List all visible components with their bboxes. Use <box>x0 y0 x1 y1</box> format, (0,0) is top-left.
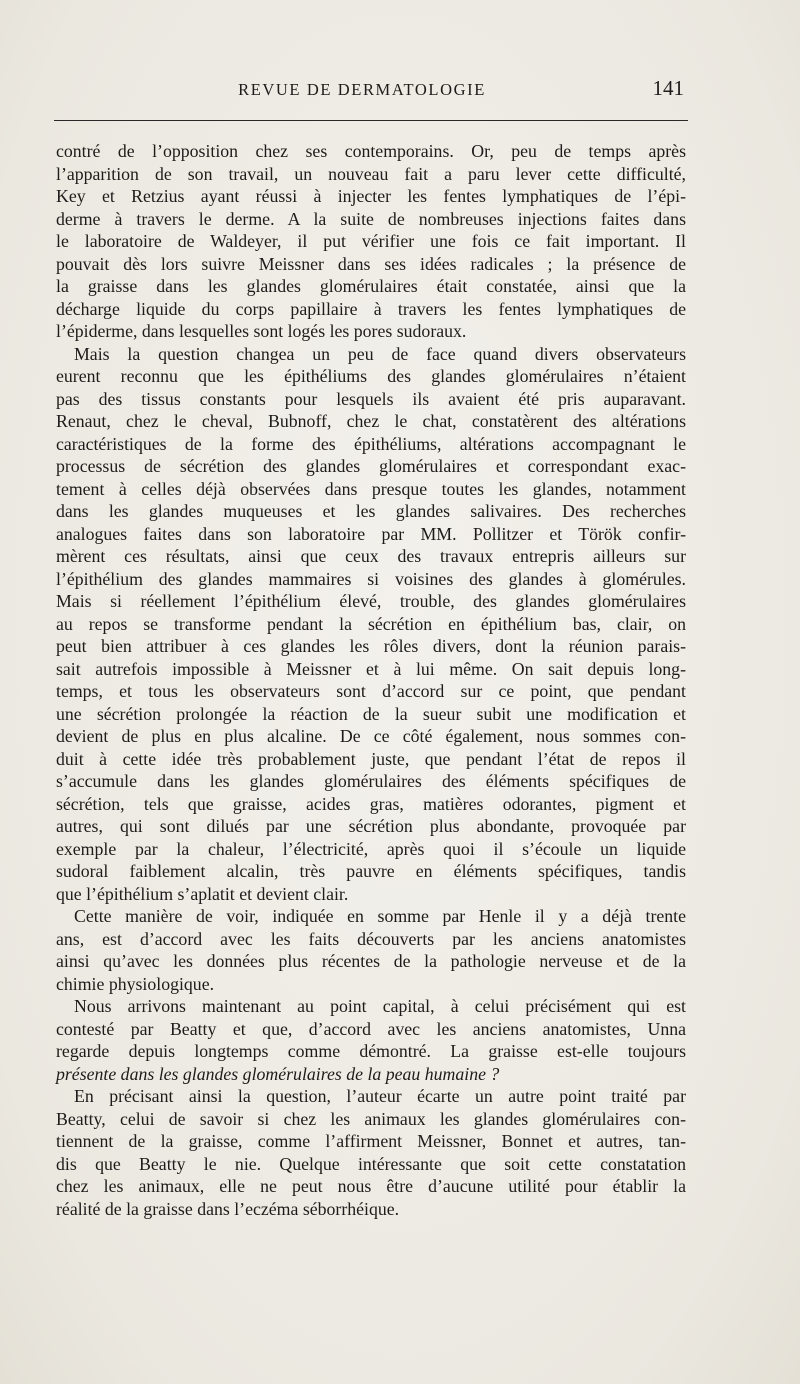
text-line: mèrent ces résultats, ainsi que ceux des travaux entrepris ailleurs sur <box>56 546 686 566</box>
text-line: exemple par la chaleur, l’électricité, après quoi il s’écoule un liquide <box>56 838 686 859</box>
text-line: une sécrétion prolongée la réaction de la sueur subit une modification et <box>56 703 686 724</box>
text-line: l’épiderme, dans lesquelles sont logés les pores sudoraux. <box>56 321 467 341</box>
text-line: eurent reconnu que les épithéliums des glandes glomérulaires n’étaient <box>56 366 686 386</box>
text-line: contré de l’opposition chez ses contemporains. Or, peu de temps après <box>56 141 686 161</box>
text-line: sudoral faiblement alcalin, très pauvre en éléments spécifiques, tandis <box>56 861 686 881</box>
text-line: Beatty, celui de savoir si chez les animaux les glandes glomérulaires con- <box>56 1108 686 1129</box>
text-line: derme à travers le derme. A la suite de nombreuses injections faites dans <box>56 208 686 229</box>
text-line: sait autrefois impossible à Meissner et à lui même. On sait depuis long- <box>56 658 686 679</box>
text-line: peut bien attribuer à ces glandes les rôles divers, dont la réunion parais- <box>56 636 686 656</box>
text-line: présente dans les glandes glomérulaires de la peau humaine ? <box>56 1063 500 1084</box>
text-line: sécrétion, tels que graisse, acides gras, matières odorantes, pigment et <box>56 793 686 814</box>
text-line: temps, et tous les observateurs sont d’accord sur ce point, que pendant <box>56 681 686 701</box>
text-line: le laboratoire de Waldeyer, il put vérifier une fois ce fait important. Il <box>56 231 686 251</box>
text-line: Mais la question changea un peu de face quand divers observateurs <box>74 343 686 364</box>
text-line: caractéristiques de la forme des épithéliums, altérations accompagnant le <box>56 433 686 454</box>
text-line: processus de sécrétion des glandes glomérulaires et correspondant exac- <box>56 456 686 476</box>
text-line: l’épithélium des glandes mammaires si voisines des glandes à glomérules. <box>56 568 686 589</box>
text-line: analogues faites dans son laboratoire par MM. Pollitzer et Török confir- <box>56 523 686 544</box>
text-line: ans, est d’accord avec les faits découverts par les anciens anatomistes <box>56 928 686 949</box>
text-line: devient de plus en plus alcaline. De ce côté également, nous sommes con- <box>56 726 686 746</box>
text-line: ainsi qu’avec les données plus récentes de la pathologie nerveuse et de la <box>56 951 686 971</box>
text-line: contesté par Beatty et que, d’accord avec les anciens anatomistes, Unna <box>56 1018 686 1039</box>
text-line: pouvait dès lors suivre Meissner dans ses idées radicales ; la présence de <box>56 253 686 274</box>
text-line: Key et Retzius ayant réussi à injecter les fentes lymphatiques de l’épi- <box>56 186 686 206</box>
text-line: Cette manière de voir, indiquée en somme par Henle il y a déjà trente <box>74 906 686 926</box>
text-line: tement à celles déjà observées dans presque toutes les glandes, notamment <box>56 478 686 499</box>
text-line: Renaut, chez le cheval, Bubnoff, chez le chat, constatèrent des altérations <box>56 411 686 431</box>
text-line: chez les animaux, elle ne peut nous être d’aucune utilité pour établir la <box>56 1176 686 1196</box>
text-line: En précisant ainsi la question, l’auteur écarte un autre point traité par <box>74 1086 686 1106</box>
text-line: dis que Beatty le nie. Quelque intéressante que soit cette constatation <box>56 1153 686 1174</box>
text-line: duit à cette idée très probablement juste, que pendant l’état de repos il <box>56 748 686 769</box>
text-line: l’apparition de son travail, un nouveau fait a paru lever cette difficulté, <box>56 163 686 184</box>
text-line: que l’épithélium s’aplatit et devient clair. <box>56 883 349 904</box>
text-line: dans les glandes muqueuses et les glandes salivaires. Des recherches <box>56 501 686 521</box>
text-line: décharge liquide du corps papillaire à travers les fentes lymphatiques de <box>56 298 686 319</box>
text-line: au repos se transforme pendant la sécrétion en épithélium bas, clair, on <box>56 613 686 634</box>
header-rule <box>54 120 688 121</box>
text-line: chimie physiologique. <box>56 973 215 994</box>
text-line: Mais si réellement l’épithélium élevé, trouble, des glandes glomérulaires <box>56 591 686 611</box>
body-text <box>56 140 686 1220</box>
text-line: regarde depuis longtemps comme démontré. La graisse est-elle toujours <box>56 1041 686 1061</box>
page-number: 141 <box>652 76 684 100</box>
text-line: s’accumule dans les glandes glomérulaires des éléments spécifiques de <box>56 771 686 791</box>
text-line: tiennent de la graisse, comme l’affirment Meissner, Bonnet et autres, tan- <box>56 1131 686 1151</box>
text-line: réalité de la graisse dans l’eczéma séborrhéique. <box>56 1198 400 1219</box>
text-line: autres, qui sont dilués par une sécrétion plus abondante, provoquée par <box>56 816 686 836</box>
text-line: pas des tissus constants pour lesquels ils avaient été pris auparavant. <box>56 388 686 409</box>
running-title: REVUE DE DERMATOLOGIE <box>238 80 486 99</box>
text-line: Nous arrivons maintenant au point capital, à celui précisément qui est <box>74 996 686 1016</box>
text-line: la graisse dans les glandes glomérulaires était constatée, ainsi que la <box>56 276 686 296</box>
